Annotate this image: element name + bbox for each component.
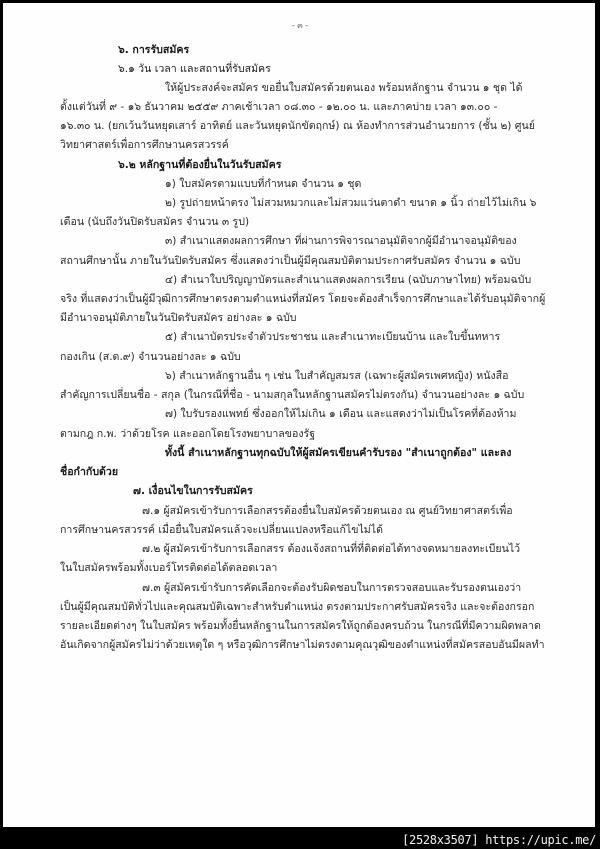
paragraph-line: ให้ผู้ประสงค์จะสมัคร ขอยื่นใบสมัครด้วยตนเอง พร้อมหลักฐาน จำนวน ๑ ชุด ได้ [165,82,523,94]
note-line: ทั้งนี้ สำเนาหลักฐานทุกฉบับให้ผู้สมัครเขียนคำรับรอง "สำเนาถูกต้อง" และลง [165,447,512,459]
list-item: ๕) สำเนาบัตรประจำตัวประชาชน และสำเนาทะเบียนบ้าน และใบขึ้นทหาร [165,331,501,343]
paragraph-line: การศึกษานครสวรรค์ เมื่อยื่นใบสมัครแล้วจะเปลี่ยนแปลงหรือแก้ไขไม่ได้ [60,524,383,536]
paragraph-line: สำคัญการเปลี่ยนชื่อ - สกุล (ในกรณีที่ชื่อ - นามสกุลในหลักฐานสมัครไม่ตรงกัน) จำนวนอย่างละ ๑ ฉบับ [60,389,525,401]
list-item: ๑) ใบสมัครตามแบบที่กำหนด จำนวน ๑ ชุด [165,178,362,190]
section-heading-6: ๖. การรับสมัคร [118,44,190,56]
list-item: ๔) สำเนาใบปริญญาบัตรและสำเนาแสดงผลการเรียน (ฉบับภาษาไทย) พร้อมฉบับ [165,274,532,286]
paragraph-line: อันเกิดจากผู้สมัครไม่ว่าด้วยเหตุใด ๆ หรือวุฒิการศึกษาไม่ตรงตามคุณวุฒิของตำแหน่งที่สมัครสอบอันมีผลทำ [60,639,545,651]
list-item: ๖) สำเนาหลักฐานอื่น ๆ เช่น ใบสำคัญสมรส (เฉพาะผู้สมัครเพศหญิง) หนังสือ [165,370,509,382]
section-heading-6-2: ๖.๒ หลักฐานที่ต้องยื่นในวันรับสมัคร [118,159,282,171]
page-number: - ๓ - [291,21,309,30]
watermark-text: [2528x3507] https://upic.me/ [402,833,596,847]
paragraph-line: เดือน (นับถึงวันปิดรับสมัคร จำนวน ๓ รูป) [60,216,250,228]
paragraph-line: สถานศึกษานั้น ภายในวันปิดรับสมัคร ซึ่งแสดงว่าเป็นผู้มีคุณสมบัติตามประกาศรับสมัคร จำนวน ๑ ฉบับ [60,255,521,267]
paragraph-line: กองเกิน (ส.ด.๙) จำนวนอย่างละ ๑ ฉบับ [60,351,241,363]
section-heading-7: ๗. เงื่อนไขในการรับสมัคร [133,485,253,497]
paragraph-line: เป็นผู้มีคุณสมบัติทั่วไปและคุณสมบัติเฉพาะสำหรับตำแหน่ง ตรงตามประกาศรับสมัครจริง และจะต้องกรอก [60,601,535,613]
paragraph-line: ๑๖.๓๐ น. (ยกเว้นวันหยุดเสาร์ อาทิตย์ และวันหยุดนักขัตฤกษ์) ณ ห้องทำการส่วนอำนวยการ (ชั้น ๒) ศูนย์ [60,120,535,132]
note-line: ชื่อกำกับด้วย [60,466,119,478]
list-item: ๗.๓ ผู้สมัครเข้ารับการคัดเลือกจะต้องรับผิดชอบในการตรวจสอบและรับรองตนเองว่า [142,582,522,594]
list-item: ๒) รูปถ่ายหน้าตรง ไม่สวมหมวกและไม่สวมแว่นตาดำ ขนาด ๑ นิ้ว ถ่ายไว้ไม่เกิน ๖ [165,197,537,209]
paragraph-line: ตั้งแต่วันที่ ๙ - ๑๖ ธันวาคม ๒๕๕๙ ภาคเช้าเวลา ๐๘.๓๐ - ๑๒.๐๐ น. และภาคบ่าย เวลา ๑๓.๐๐ - [60,101,498,113]
paragraph-line: มีอำนาจอนุมัติภายในวันปิดรับสมัคร อย่างละ ๑ ฉบับ [60,312,297,324]
section-heading-6-1: ๖.๑ วัน เวลา และสถานที่รับสมัคร [118,63,271,75]
list-item: ๗.๑ ผู้สมัครเข้ารับการเลือกสรรต้องยื่นใบสมัครด้วยตนเอง ณ ศูนย์วิทยาศาสตร์เพื่อ [142,505,513,517]
list-item: ๗) ใบรับรองแพทย์ ซึ่งออกให้ไม่เกิน ๑ เดือน และแสดงว่าไม่เป็นโรคที่ต้องห้าม [165,408,517,420]
paragraph-line: ในใบสมัครพร้อมทั้งเบอร์โทรติดต่อได้ตลอดเวลา [60,562,278,574]
list-item: ๓) สำเนาแสดงผลการศึกษา ที่ผ่านการพิจารณาอนุมัติจากผู้มีอำนาจอนุมัติของ [165,235,517,247]
paragraph-line: ตามกฎ ก.พ. ว่าด้วยโรค และออกโดยโรงพยาบาลของรัฐ [60,428,316,440]
list-item: ๗.๒ ผู้สมัครเข้ารับการเลือกสรร ต้องแจ้งสถานที่ที่ติดต่อได้ทางจดหมายลงทะเบียนไว้ [142,543,521,555]
paragraph-line: รายละเอียดต่างๆ ในใบสมัคร พร้อมทั้งยื่นหลักฐานในการสมัครให้ถูกต้องครบถ้วน ในกรณีที่มีความผิดพลาด [60,620,541,632]
paragraph-line: วิทยาศาสตร์เพื่อการศึกษานครสวรรค์ [60,139,229,151]
paragraph-line: จริง ที่แสดงว่าเป็นผู้มีวุฒิการศึกษาตรงตามตำแหน่งที่สมัคร โดยจะต้องสำเร็จการศึกษาและได้รับอนุมัติจากผู้ [60,293,546,305]
